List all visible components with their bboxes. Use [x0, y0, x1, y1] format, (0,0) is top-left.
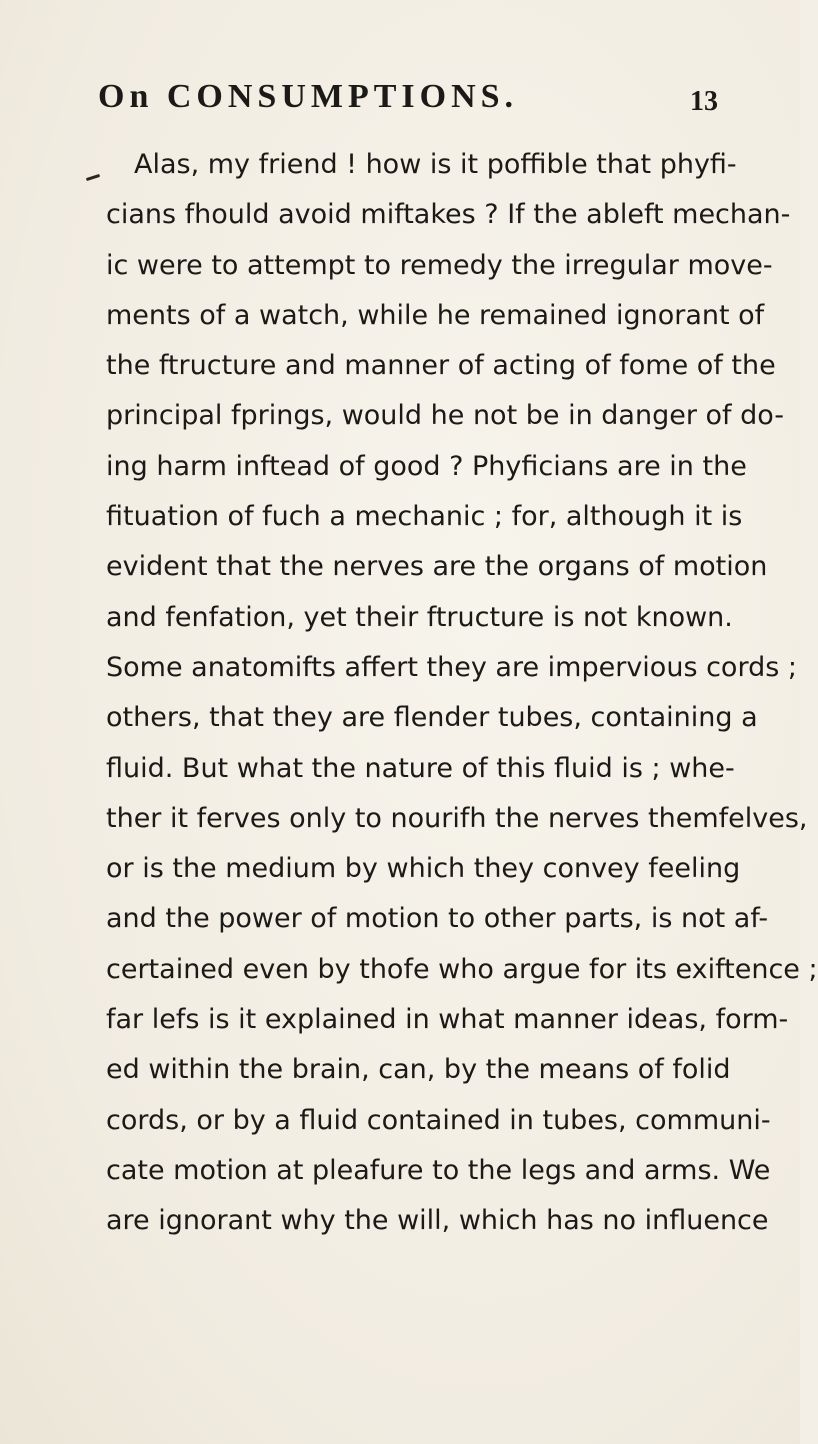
- text-line: fluid. But what the nature of this fluid is ; whe-: [106, 752, 735, 784]
- text-line: fituation of fuch a mechanic ; for, although it is: [106, 501, 743, 533]
- text-line: principal fprings, would he not be in danger of do-: [106, 400, 785, 432]
- running-head: On CONSUMPTIONS.: [98, 78, 519, 115]
- text-line: ing harm inftead of good ? Phyficians are in the: [106, 450, 747, 482]
- text-line: certained even by thofe who argue for its exiftence ;: [106, 953, 818, 985]
- text-line: evident that the nerves are the organs of motion: [106, 551, 768, 583]
- text-line: ments of a watch, while he remained ignorant of: [106, 299, 765, 331]
- body-text: [106, 140, 818, 1247]
- text-line: far lefs is it explained in what manner ideas, form-: [106, 1004, 789, 1036]
- text-line: ed within the brain, can, by the means of folid: [106, 1054, 731, 1086]
- text-line: the ftructure and manner of acting of fome of the: [106, 350, 776, 382]
- text-line: Alas, my friend ! how is it poffible that phyfi-: [134, 149, 737, 180]
- text-line: ic were to attempt to remedy the irregular move-: [106, 249, 773, 281]
- text-line: cians fhould avoid miftakes ? If the ableft mechan-: [106, 199, 791, 231]
- page-number: 13: [690, 86, 718, 117]
- text-line: or is the medium by which they convey feeling: [106, 853, 741, 885]
- text-line: Some anatomifts affert they are impervious cords ;: [106, 651, 797, 683]
- text-line: cords, or by a fluid contained in tubes, communi-: [106, 1104, 771, 1136]
- text-line: and fenfation, yet their ftructure is not known.: [106, 601, 733, 633]
- ink-speck: [86, 174, 100, 181]
- text-line: others, that they are flender tubes, containing a: [106, 702, 758, 734]
- text-line: cate motion at pleafure to the legs and arms. We: [106, 1154, 771, 1186]
- page-header: [98, 78, 718, 118]
- text-line: are ignorant why the will, which has no influence: [106, 1205, 769, 1237]
- text-line: ther it ferves only to nourifh the nerves themfelves,: [106, 802, 808, 834]
- text-line: and the power of motion to other parts, is not af-: [106, 903, 769, 935]
